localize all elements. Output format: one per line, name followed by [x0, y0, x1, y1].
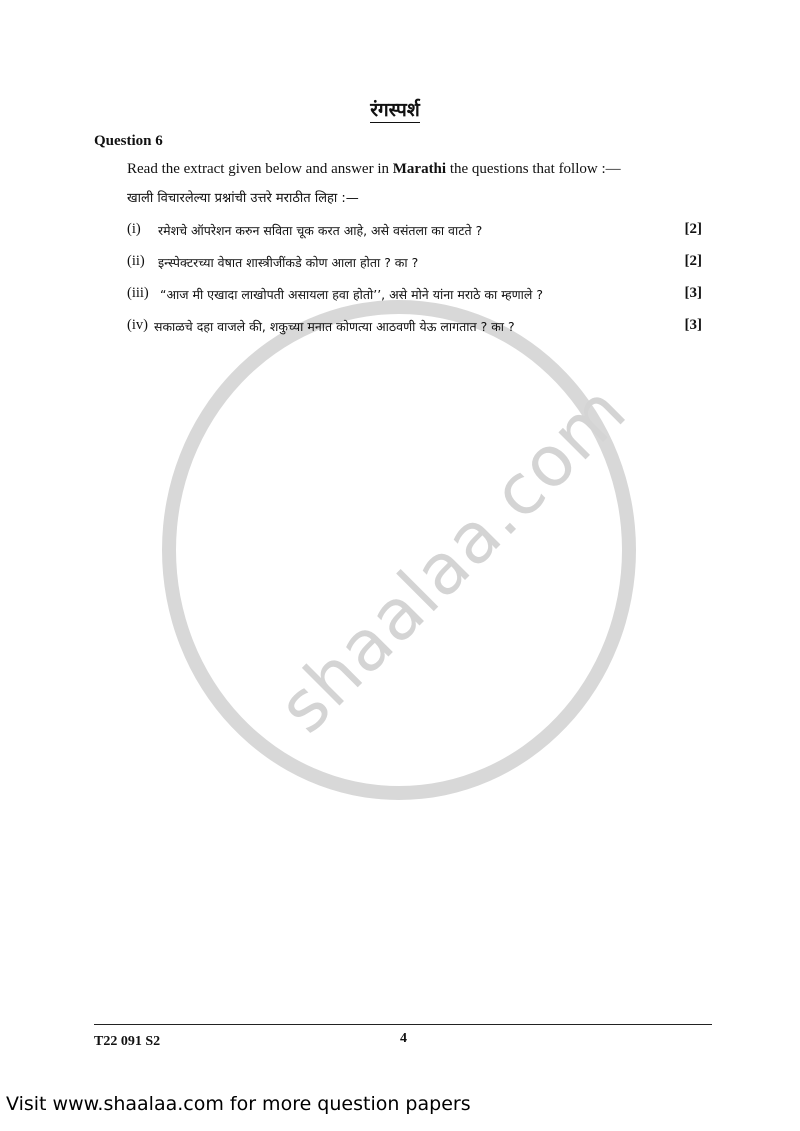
question-item — [127, 221, 702, 243]
question-number: (iv) — [127, 317, 148, 333]
watermark-text: shaalaa.com — [262, 369, 642, 749]
question-number: (ii) — [127, 253, 145, 269]
question-item — [127, 285, 702, 307]
instruction-suffix: the questions that follow :— — [446, 161, 621, 177]
question-marks: [2] — [684, 253, 702, 269]
watermark-circle — [162, 300, 642, 800]
question-text: रमेशचे ऑपरेशन करुन सविता चूक करत आहे, असे वसंतला का वाटते ? — [158, 223, 483, 238]
question-marks: [2] — [684, 221, 702, 237]
question-item — [127, 317, 702, 339]
promo-banner: Visit www.shaalaa.com for more question papers — [6, 1093, 471, 1115]
question-marks: [3] — [684, 285, 702, 301]
page-number: 4 — [400, 1031, 407, 1046]
section-title — [0, 96, 790, 122]
section-title-text: रंगस्पर्श — [370, 100, 420, 121]
question-text: सकाळचे दहा वाजले की, शकुच्या मनात कोणत्या आठवणी येऊ लागतात ? का ? — [154, 319, 515, 334]
footer-divider — [94, 1024, 712, 1025]
question-number: (i) — [127, 221, 141, 237]
instruction-marathi: खाली विचारलेल्या प्रश्नांची उत्तरे मराठीत लिहा :— — [127, 191, 359, 206]
paper-code: T22 091 S2 — [94, 1034, 161, 1049]
question-text: “आज मी एखादा लाखोपती असायला हवा होतो’’, असे मोने यांना मराठे का म्हणाले ? — [160, 287, 543, 302]
question-item — [127, 253, 702, 275]
instruction-prefix: Read the extract given below and answer in — [127, 161, 393, 177]
question-number: (iii) — [127, 285, 149, 301]
question-marks: [3] — [684, 317, 702, 333]
instruction-english — [127, 161, 621, 178]
question-heading: Question 6 — [94, 133, 163, 149]
question-text: इन्स्पेक्टरच्या वेषात शास्त्रीजींकडे कोण आला होता ? का ? — [158, 255, 419, 270]
instruction-bold: Marathi — [392, 161, 447, 177]
